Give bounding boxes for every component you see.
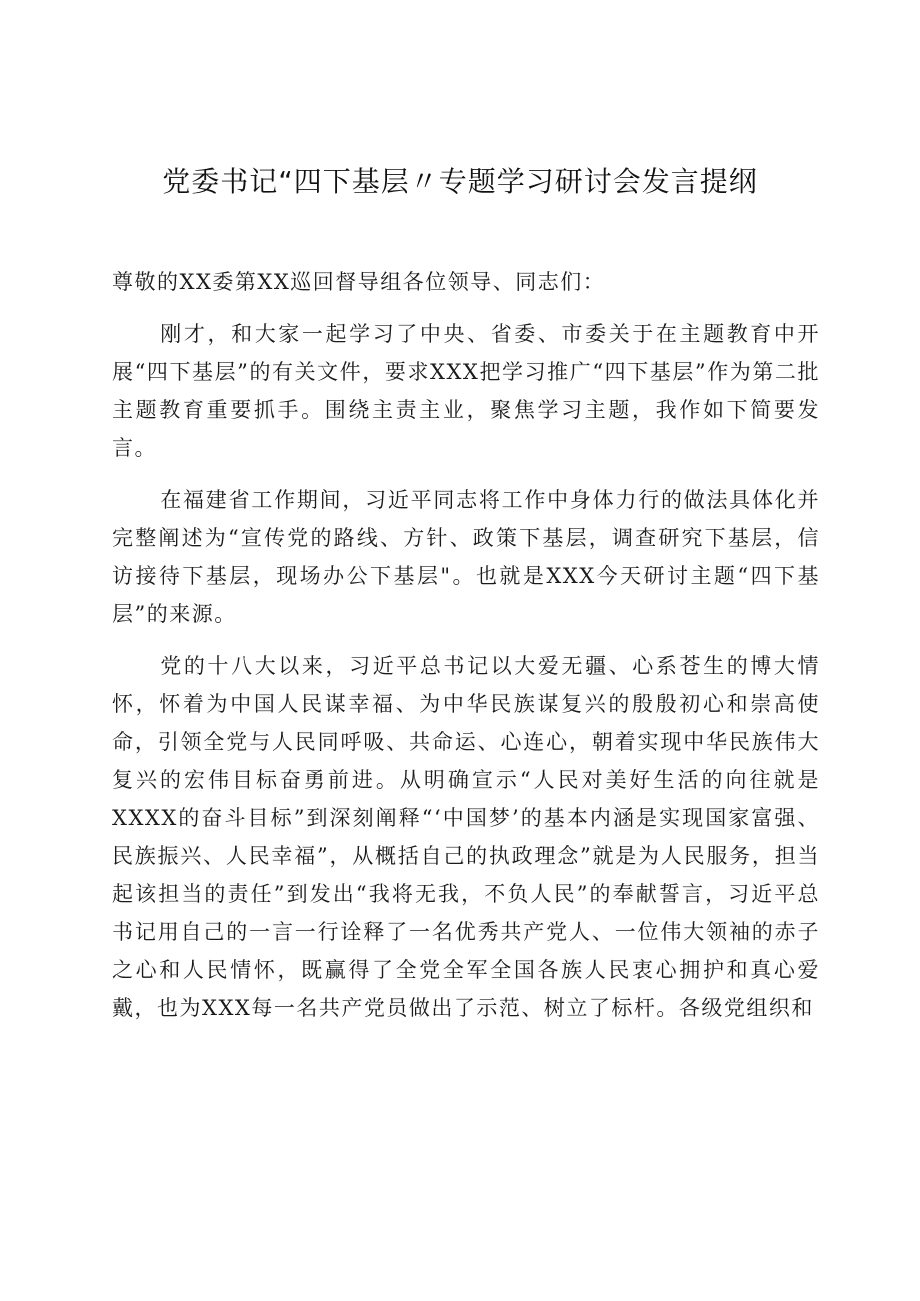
- paragraph-2: 在福建省工作期间，习近平同志将工作中身体力行的做法具体化并完整阐述为“宣传党的路线、方针、政策下基层，调查研究下基层，信访接待下基层，现场办公下基层"。也就是XXX今天研讨主题“四下基层”的来源。: [112, 488, 820, 626]
- paragraph-3: 党的十八大以来，习近平总书记以大爱无疆、心系苍生的博大情怀，怀着为中国人民谋幸福、为中华民族谋复兴的殷殷初心和崇高使命，引领全党与人民同呼吸、共命运、心连心，朝着实现中华民族伟大复兴的宏伟目标奋勇前进。从明确宣示“人民对美好生活的向往就是XXXX的奋斗目标”到深刻阐释“‘中国梦’的基本内涵是实现国家富强、民族振兴、人民幸福”，从概括自己的执政理念”就是为人民服务，担当起该担当的责任”到发出“我将无我，不负人民”的奉献誓言，习近平总书记用自己的一言一行诠释了一名优秀共产党人、一位伟大领袖的赤子之心和人民情怀，既赢得了全党全军全国各族人民衷心拥护和真心爱戴，也为XXX每一名共产党员做出了示范、树立了标杆。各级党组织和: [112, 654, 820, 1020]
- paragraph-1: 刚才，和大家一起学习了中央、省委、市委关于在主题教育中开展“四下基层”的有关文件，要求XXX把学习推广“四下基层”作为第二批主题教育重要抓手。围绕主责主业，聚焦学习主题，我作如下简要发言。: [112, 322, 820, 460]
- document-title: 党委书记“四下基层〃专题学习研讨会发言提纲: [162, 165, 758, 198]
- document-body: [112, 263, 820, 1027]
- salutation: 尊敬的XX委第XX巡回督导组各位领导、同志们：: [112, 270, 606, 294]
